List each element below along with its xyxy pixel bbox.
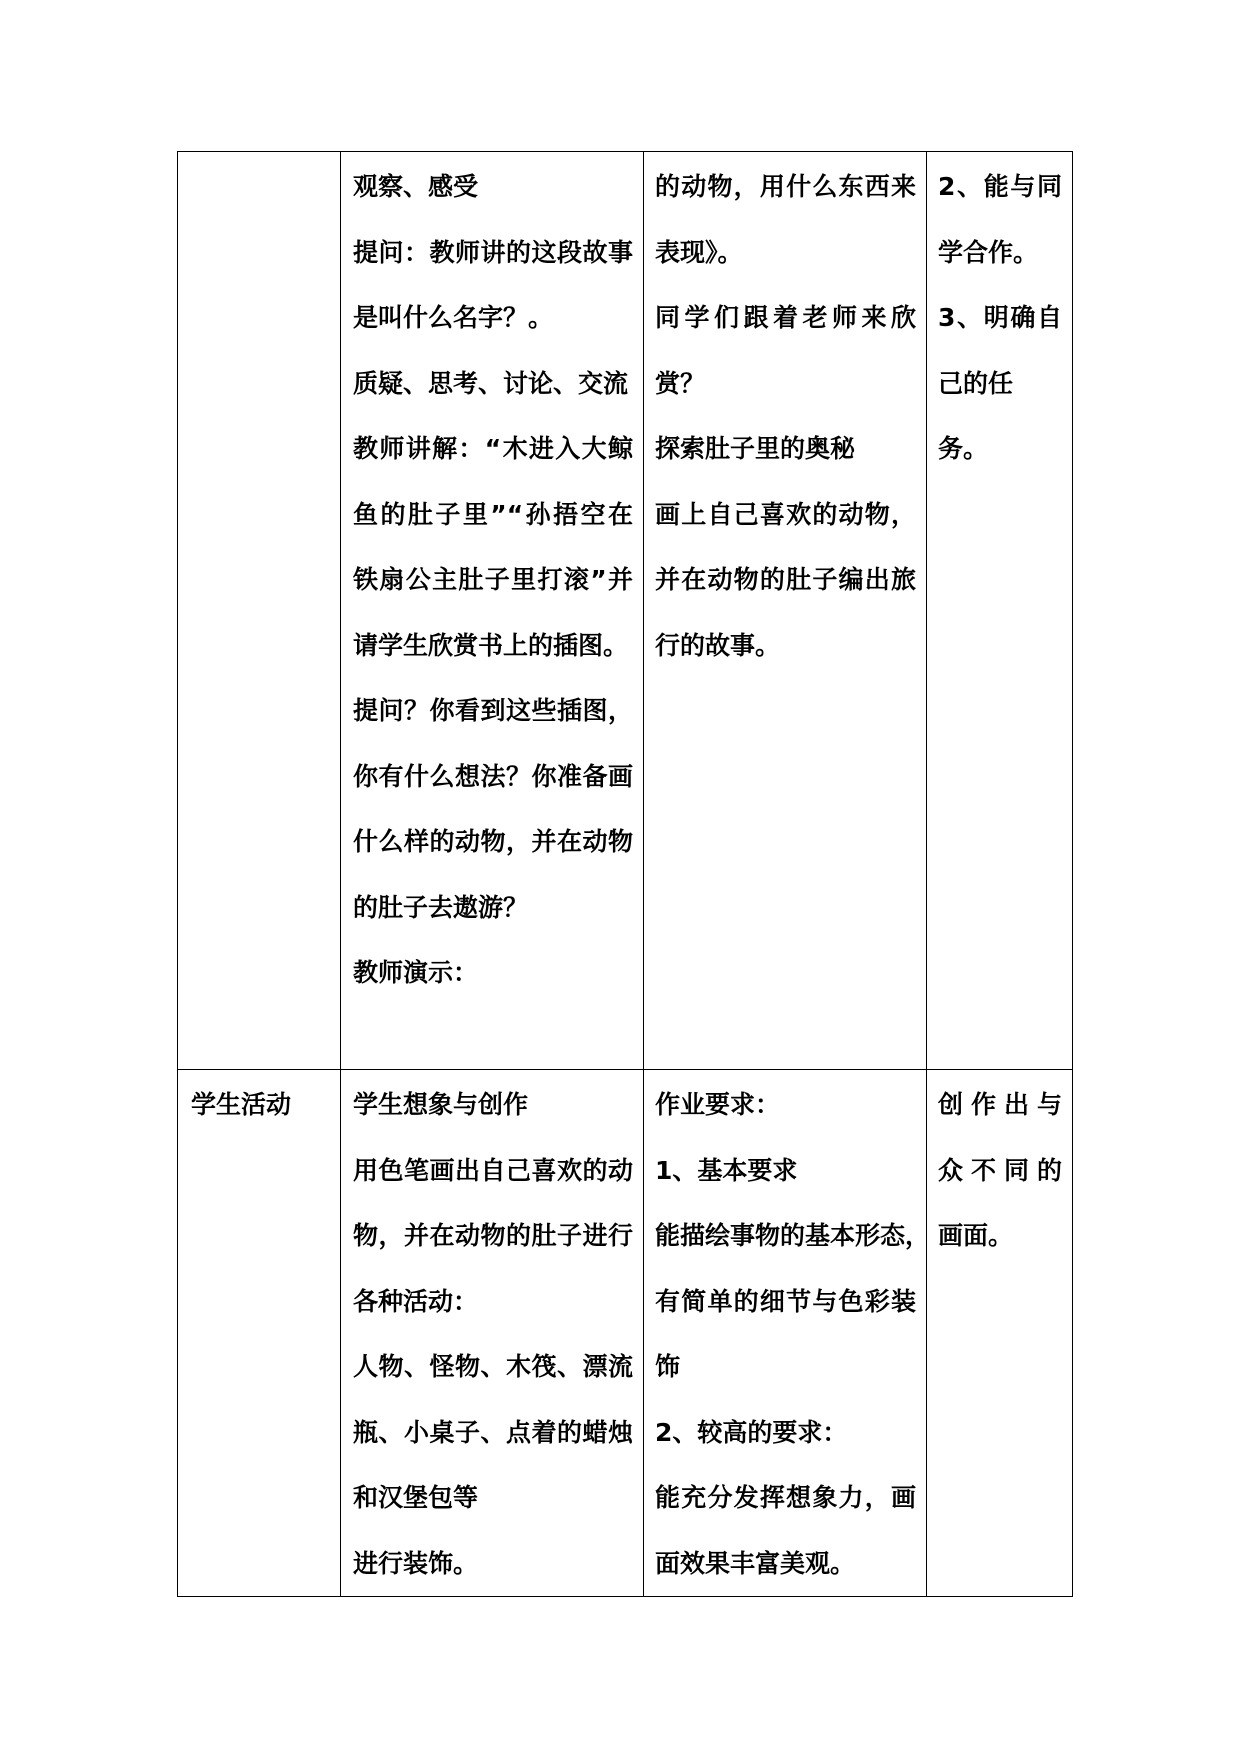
text-line: 提问？你看到这些插图， — [353, 696, 633, 725]
paragraph — [655, 154, 916, 285]
text-line: 2、较高的要求： — [655, 1417, 848, 1447]
paragraph — [353, 154, 633, 220]
text-line: 己的任务。 — [938, 368, 1014, 463]
text-line: 你有什么想法？你准备画 — [353, 761, 633, 791]
paragraph — [191, 1072, 330, 1138]
paragraph — [655, 1072, 916, 1138]
text-line: 能描绘事物的基本形态， — [655, 1221, 931, 1250]
text-line: 质疑、思考、讨论、交流 — [353, 368, 629, 398]
table-row — [178, 152, 1073, 1070]
text-line: 探索肚子里的奥秘 — [655, 434, 856, 463]
text-line: 2、能与同 — [938, 172, 1062, 201]
text-line: 画面。 — [938, 1221, 1014, 1250]
text-line: 物，并在动物的肚子进行 — [353, 1221, 633, 1250]
paragraph — [655, 1465, 916, 1596]
text-line: 和汉堡包等 — [353, 1483, 479, 1512]
paragraph — [353, 1072, 633, 1138]
paragraph — [353, 1531, 633, 1597]
paragraph — [655, 1138, 916, 1204]
paragraph — [655, 285, 916, 416]
text-line: 表现》。 — [655, 237, 743, 267]
text-line: 鱼的肚子里”“孙捂空在 — [353, 499, 633, 529]
cell-row2-col1 — [178, 1070, 341, 1597]
text-line: 学生活动 — [191, 1090, 292, 1119]
paragraph — [938, 154, 1062, 285]
text-line: 并在动物的肚子编出旅 — [655, 565, 916, 594]
paragraph — [655, 416, 916, 482]
text-line: 人物、怪物、木筏、漂流 — [353, 1352, 633, 1381]
text-line: 1、基本要求 — [655, 1155, 798, 1185]
text-line: 同学们跟着老师来欣 — [655, 303, 916, 332]
text-line: 有简单的细节与色彩装 — [655, 1286, 916, 1316]
text-line: 瓶、小桌子、点着的蜡烛 — [353, 1417, 633, 1447]
text-line: 铁扇公主肚子里打滚”并 — [353, 565, 633, 594]
text-line: 观察、感受 — [353, 172, 479, 201]
text-line: 3、明确自 — [938, 303, 1062, 332]
cell-row1-col2 — [341, 152, 644, 1070]
text-line: 作业要求： — [655, 1090, 781, 1119]
cell-row1-col4 — [927, 152, 1073, 1070]
text-line: 创作出与 — [938, 1090, 1062, 1119]
text-line: 教师讲解：“木进入大鲸 — [353, 434, 633, 463]
text-line: 赏？ — [655, 368, 706, 398]
cell-row1-col3 — [644, 152, 927, 1070]
text-line: 的动物，用什么东西来 — [655, 172, 916, 201]
paragraph — [655, 1203, 931, 1400]
paragraph — [353, 940, 633, 1006]
paragraph — [655, 482, 916, 679]
text-line: 学合作。 — [938, 237, 1039, 267]
text-line: 是叫什么名字？。 — [353, 303, 554, 332]
paragraph — [353, 678, 633, 940]
text-line: 什么样的动物，并在动物 — [353, 827, 633, 856]
text-line: 面效果丰富美观。 — [655, 1548, 856, 1578]
paragraph — [353, 220, 633, 351]
cell-row2-col4 — [927, 1070, 1073, 1597]
cell-row1-col1 — [178, 152, 341, 1070]
paragraph — [353, 416, 633, 678]
lesson-plan-table — [177, 151, 1073, 1597]
paragraph — [353, 351, 633, 417]
text-line: 能充分发挥想象力，画 — [655, 1483, 916, 1512]
paragraph — [353, 1138, 633, 1335]
text-line: 进行装饰。 — [353, 1548, 479, 1578]
text-line: 行的故事。 — [655, 630, 781, 660]
cell-row2-col2 — [341, 1070, 644, 1597]
text-line: 众不同的 — [938, 1155, 1062, 1185]
text-line: 学生想象与创作 — [353, 1090, 529, 1119]
text-line: 请学生欣赏书上的插图。 — [353, 630, 629, 660]
cell-row2-col3 — [644, 1070, 931, 1597]
table-row — [178, 1070, 1073, 1597]
paragraph — [655, 1400, 916, 1466]
text-line: 的肚子去遨游？ — [353, 892, 529, 922]
text-line: 教师演示： — [353, 958, 479, 987]
text-line: 提问：教师讲的这段故事 — [353, 237, 633, 267]
paragraph — [938, 1072, 1062, 1269]
text-line: 饰 — [655, 1352, 681, 1381]
paragraph — [353, 1334, 633, 1531]
text-line: 用色笔画出自己喜欢的动 — [353, 1155, 633, 1185]
text-line: 各种活动： — [353, 1286, 479, 1316]
paragraph — [938, 285, 1062, 463]
text-line: 画上自己喜欢的动物， — [655, 499, 916, 529]
